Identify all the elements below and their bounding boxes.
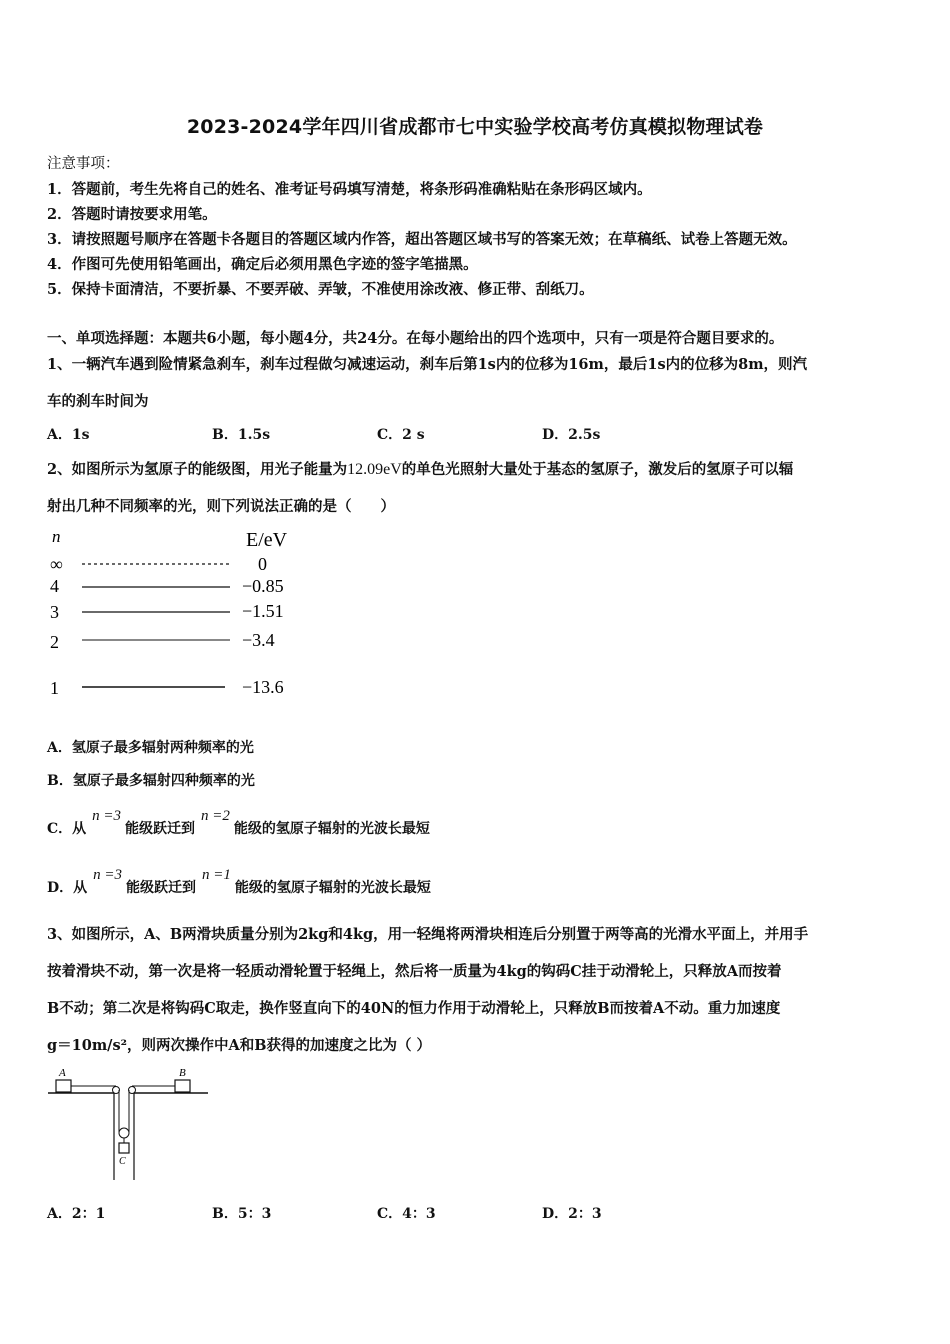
question-3-text: 按着滑块不动，第一次是将一轻质动滑轮置于轻绳上，然后将一质量为4kg的钩码C挂于动滑轮上，只释放A而按着 <box>47 963 782 980</box>
section-heading: 一、单项选择题：本题共6小题，每小题4分，共24分。在每小题给出的四个选项中，只有一项是符合题目要求的。 <box>47 330 784 347</box>
q1-option-d: D．2.5s <box>542 427 601 443</box>
q3-option-b: B．5：3 <box>212 1206 272 1222</box>
energy-axis-label: E/eV <box>246 529 288 551</box>
q2-c-n2: n =2 <box>201 808 230 824</box>
question-2-text <box>47 458 793 479</box>
q1-option-a: A．1s <box>47 427 90 443</box>
level-n-2: 2 <box>50 632 59 652</box>
q1-option-b: B．1.5s <box>212 427 271 443</box>
pulley-right-icon <box>129 1087 136 1094</box>
q3-option-a: A．2：1 <box>47 1206 106 1222</box>
block-a <box>56 1080 71 1092</box>
page-title: 2023-2024学年四川省成都市七中实验学校高考仿真模拟物理试卷 <box>186 116 764 138</box>
level-e-2: −3.4 <box>242 630 275 650</box>
notice-item: 1．答题前，考生先将自己的姓名、准考证号码填写清楚，将条形码准确粘贴在条形码区域内。 <box>47 181 652 198</box>
q2-d-mid: 能级跃迁到 <box>126 880 197 896</box>
question-1-text: 1、一辆汽车遇到险情紧急刹车，刹车过程做匀减速运动，刹车后第1s内的位移为16m，最后1s内的位移为8m，则汽 <box>47 356 808 373</box>
q2-option-a: A．氢原子最多辐射两种频率的光 <box>47 740 254 756</box>
weight-c-label: C <box>119 1156 126 1167</box>
notice-item: 4．作图可先使用铅笔画出，确定后必须用黑色字迹的签字笔描黑。 <box>47 256 478 273</box>
q2-text-part: 的单色光照射大量处于基态的氢原子，激发后的氢原子可以辐 <box>401 461 794 478</box>
block-b-label: B <box>179 1067 186 1079</box>
level-n-inf: ∞ <box>50 554 63 574</box>
notice-item: 5．保持卡面清洁，不要折暴、不要弄破、弄皱，不准使用涂改液、修正带、刮纸刀。 <box>47 281 594 298</box>
q2-c-mid: 能级跃迁到 <box>125 821 196 837</box>
notice-item: 2．答题时请按要求用笔。 <box>47 206 217 223</box>
block-a-label: A <box>59 1067 66 1079</box>
n-axis-label: n <box>52 527 61 546</box>
q1-option-c: C．2 s <box>377 427 425 443</box>
q2-c-prefix: C．从 <box>47 821 87 837</box>
moving-pulley-icon <box>119 1128 129 1138</box>
level-n-1: 1 <box>50 678 59 698</box>
level-e-4: −0.85 <box>242 576 284 596</box>
pulley-left-icon <box>113 1087 120 1094</box>
question-2-text: 射出几种不同频率的光，则下列说法正确的是（ ） <box>47 498 395 515</box>
level-e-3: −1.51 <box>242 601 284 621</box>
question-3-text: g＝10m/s²，则两次操作中A和B获得的加速度之比为（ ） <box>47 1037 432 1054</box>
q2-energy: 12.09eV <box>347 461 402 478</box>
q3-option-c: C．4：3 <box>377 1206 436 1222</box>
level-n-3: 3 <box>50 602 59 622</box>
question-1-text: 车的刹车时间为 <box>47 393 149 410</box>
q2-c-suffix: 能级的氢原子辐射的光波长最短 <box>233 821 430 837</box>
level-e-1: −13.6 <box>242 677 284 697</box>
q2-d-n2: n =1 <box>202 867 231 883</box>
q3-option-d: D．2：3 <box>542 1206 602 1222</box>
q2-d-prefix: D．从 <box>47 880 88 896</box>
q2-c-n1: n =3 <box>92 808 122 824</box>
pulley-diagram <box>44 1064 214 1184</box>
question-3-text: 3、如图所示，A、B两滑块质量分别为2kg和4kg，用一轻绳将两滑块相连后分别置于两等高的光滑水平面上，并用手 <box>47 926 809 943</box>
q2-text-part: 2、如图所示为氢原子的能级图，用光子能量为 <box>47 461 348 478</box>
block-b <box>175 1080 190 1092</box>
question-3-text: B不动；第二次是将钩码C取走，换作竖直向下的40N的恒力作用于动滑轮上，只释放B而按着A不动。重力加速度 <box>47 1000 781 1017</box>
q2-d-n1: n =3 <box>93 867 123 883</box>
q2-option-d <box>47 867 431 897</box>
weight-c <box>119 1143 129 1153</box>
notice-item: 3．请按照题号顺序在答题卡各题目的答题区域内作答，超出答题区域书写的答案无效；在草稿纸、试卷上答题无效。 <box>47 231 797 248</box>
q2-d-suffix: 能级的氢原子辐射的光波长最短 <box>234 880 431 896</box>
notice-heading: 注意事项： <box>47 156 120 172</box>
q2-option-c <box>47 808 430 838</box>
q2-option-b: B．氢原子最多辐射四种频率的光 <box>47 773 255 789</box>
level-n-4: 4 <box>50 576 59 596</box>
level-e-inf: 0 <box>258 554 267 574</box>
energy-level-diagram <box>40 522 320 704</box>
